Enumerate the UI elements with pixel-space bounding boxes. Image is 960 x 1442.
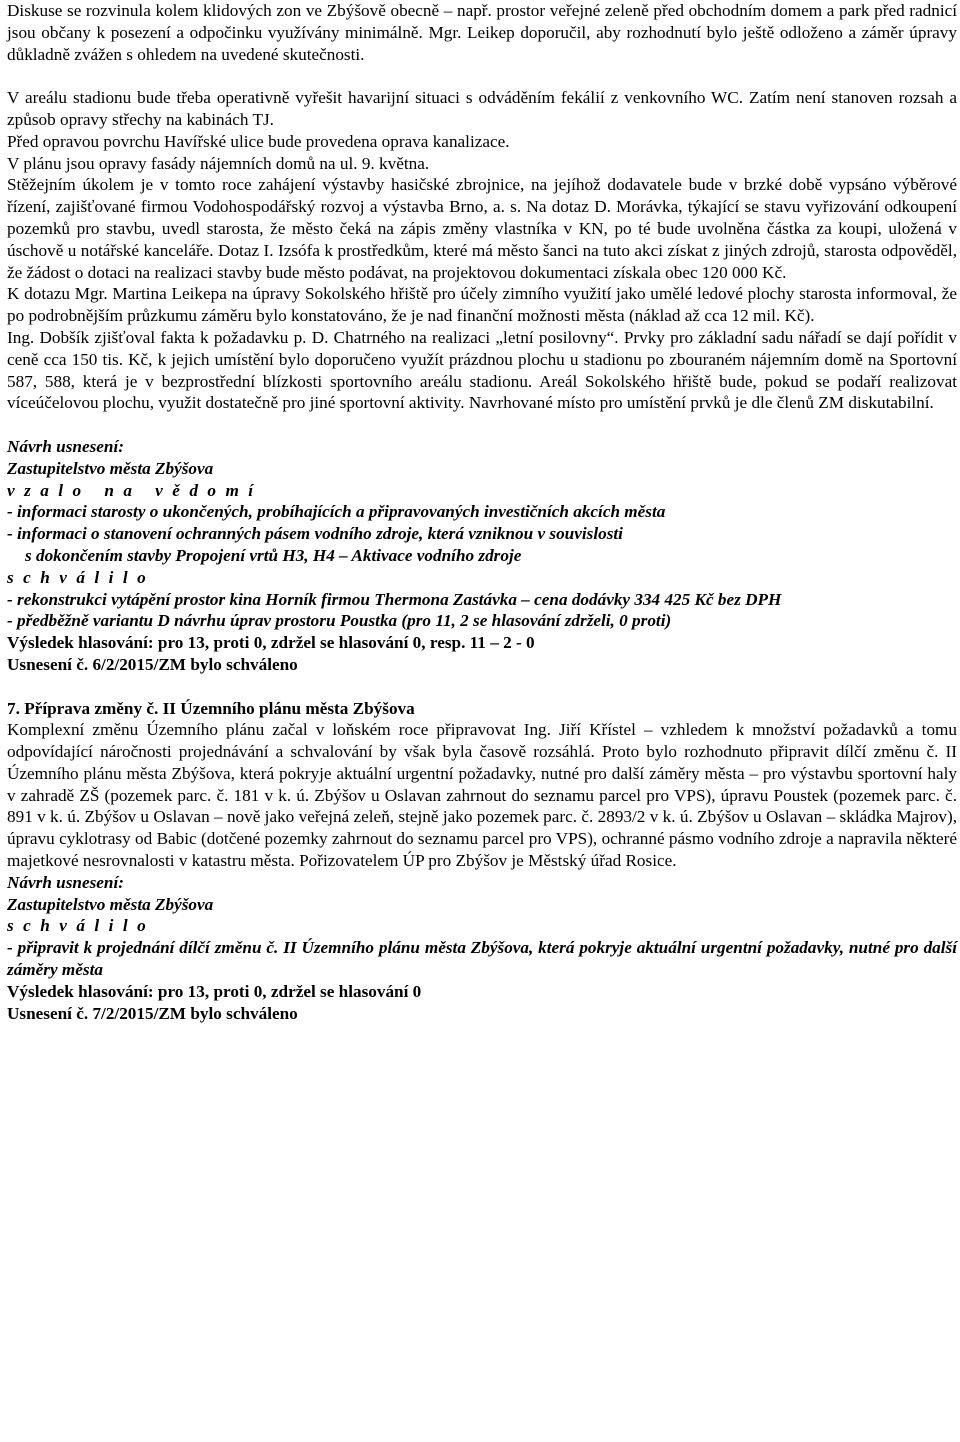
resolution-verb-approved: schválilo (7, 916, 156, 936)
resolution-label: Návrh usnesení: (7, 872, 124, 892)
paragraph: V areálu stadionu bude třeba operativně vyřešit havarijní situaci s odváděním fekálií z venkovního WC. Zatím není stanoven rozsah a způsob opravy střechy na kabinách TJ. (7, 88, 957, 129)
paragraph: Před opravou povrchu Havířské ulice bude provedena oprava kanalizace. (7, 131, 510, 151)
section-heading: 7. Příprava změny č. II Územního plánu města Zbýšova (7, 698, 415, 718)
resolution-result: Usnesení č. 7/2/2015/ZM bylo schváleno (7, 1003, 298, 1023)
spacer (7, 676, 957, 698)
resolution-item: - předběžně variantu D návrhu úprav prostoru Poustka (pro 11, 2 se hlasování zdrželi, 0 proti) (7, 611, 672, 631)
paragraph: Ing. Dobšík zjišťoval fakta k požadavku p. D. Chatrného na realizaci „letní posilovny“. Prvky pro základní sadu nářadí se dají pořídit v ceně cca 150 tis. Kč, k jejich umístění bylo doporučeno využít prázdnou plochu u stadionu po zbouraném nájemním domě na Sportovní 587, 588, která je v bezprostřední blízkosti sportovního areálu stadionu. Areál Sokolského hřiště bude, pokud se podaří realizovat víceúčelovou plochu, využit dostatečně pro jiné sportovní aktivity. Navrhované místo pro umístění prvků je dle členů ZM diskutabilní. (7, 327, 957, 413)
document-page (7, 0, 957, 1024)
resolution-body: Zastupitelstvo města Zbýšova (7, 458, 214, 478)
resolution-verb-approved: schválilo (7, 567, 156, 587)
resolution-item: - připravit k projednání dílčí změnu č. II Územního plánu města Zbýšova, která pokryje aktuální urgentní požadavky, nutné pro další záměry města (7, 938, 957, 980)
paragraph: Komplexní změnu Územního plánu začal v loňském roce připravovat Ing. Jiří Křístel – vzhledem k množství požadavků a tomu odpovídající náročnosti projednávání a schvalování by však byla časově rozsáhlá. Proto bylo rozhodnuto připravit dílčí změnu č. II Územního plánu města Zbýšova, která pokryje aktuální urgentní požadavky, nutné pro další záměry města – pro výstavbu sportovní haly v zahradě ZŠ (pozemek parc. č. 181 v k. ú. Zbýšov u Oslavan zahrnout do seznamu parcel pro VPS), úpravu Poustek (pozemek parc. č. 891 v k. ú. Zbýšov u Oslavan – nově jako veřejná zeleň, stejně jako pozemek parc. č. 2893/2 v k. ú. Zbýšov u Oslavan – skládka Majrov), úpravu cyklotrasy od Babic (dotčené pozemky zahrnout do seznamu parcel pro VPS), ochranné pásmo vodního zdroje a napravila některé majetkové nesrovnalosti v katastru města. Pořizovatelem ÚP pro Zbýšov je Městský úřad Rosice. (7, 720, 957, 871)
resolution-item: - rekonstrukci vytápění prostor kina Horník firmou Thermona Zastávka – cena dodávky 334 425 Kč bez DPH (7, 589, 782, 609)
resolution-result: Usnesení č. 6/2/2015/ZM bylo schváleno (7, 654, 298, 674)
spacer (7, 414, 957, 436)
resolution-body: Zastupitelstvo města Zbýšova (7, 894, 214, 914)
resolution-item-continuation: s dokončením stavby Propojení vrtů H3, H4 – Aktivace vodního zdroje (25, 545, 522, 565)
resolution-label: Návrh usnesení: (7, 436, 124, 456)
paragraph: V plánu jsou opravy fasády nájemních domů na ul. 9. května. (7, 153, 430, 173)
resolution-verb-noted: vzalo na vědomí (7, 480, 263, 500)
resolution-item: - informaci starosty o ukončených, probíhajících a připravovaných investičních akcích města (7, 502, 666, 522)
paragraph: Stěžejním úkolem je v tomto roce zahájení výstavby hasičské zbrojnice, na jejíhož dodavatele bude v brzké době vypsáno výběrové řízení, zajišťované firmou Vodohospodářský rozvoj a výstavba Brno, a. s. Na dotaz D. Morávka, týkající se stavu vyřizování odkoupení pozemků pro stavbu, uvedl starosta, že město čeká na zápis změny vlastníka v KN, po té bude uvolněna částka za koupi, uložená v úschově u notářské kanceláře. Dotaz I. Izsófa k prostředkům, které má město šanci na tuto akci získat z jiných zdrojů, starosta odpověděl, že žádost o dotaci na realizaci stavby bude město podávat, na projektovou dokumentaci získala obec 120 000 Kč. (7, 175, 957, 282)
vote-result: Výsledek hlasování: pro 13, proti 0, zdržel se hlasování 0, resp. 11 – 2 - 0 (7, 633, 535, 653)
spacer (7, 65, 957, 87)
paragraph: K dotazu Mgr. Martina Leikepa na úpravy Sokolského hřiště pro účely zimního využití jako umělé ledové plochy starosta informoval, že po podrobnějším průzkumu záměru bylo konstatováno, že je nad finanční možnosti města (náklad až cca 12 mil. Kč). (7, 284, 957, 326)
vote-result: Výsledek hlasování: pro 13, proti 0, zdržel se hlasování 0 (7, 981, 422, 1001)
resolution-item: - informaci o stanovení ochranných pásem vodního zdroje, která vzniknou v souvislosti (7, 524, 623, 544)
paragraph: Diskuse se rozvinula kolem klidových zon ve Zbýšově obecně – např. prostor veřejné zeleně před obchodním domem a park před radnicí jsou občany k posezení a odpočinku využívány minimálně. Mgr. Leikep doporučil, aby rozhodnutí bylo ještě odloženo a záměr úpravy důkladně zvážen s ohledem na uvedené skutečnosti. (7, 1, 957, 64)
